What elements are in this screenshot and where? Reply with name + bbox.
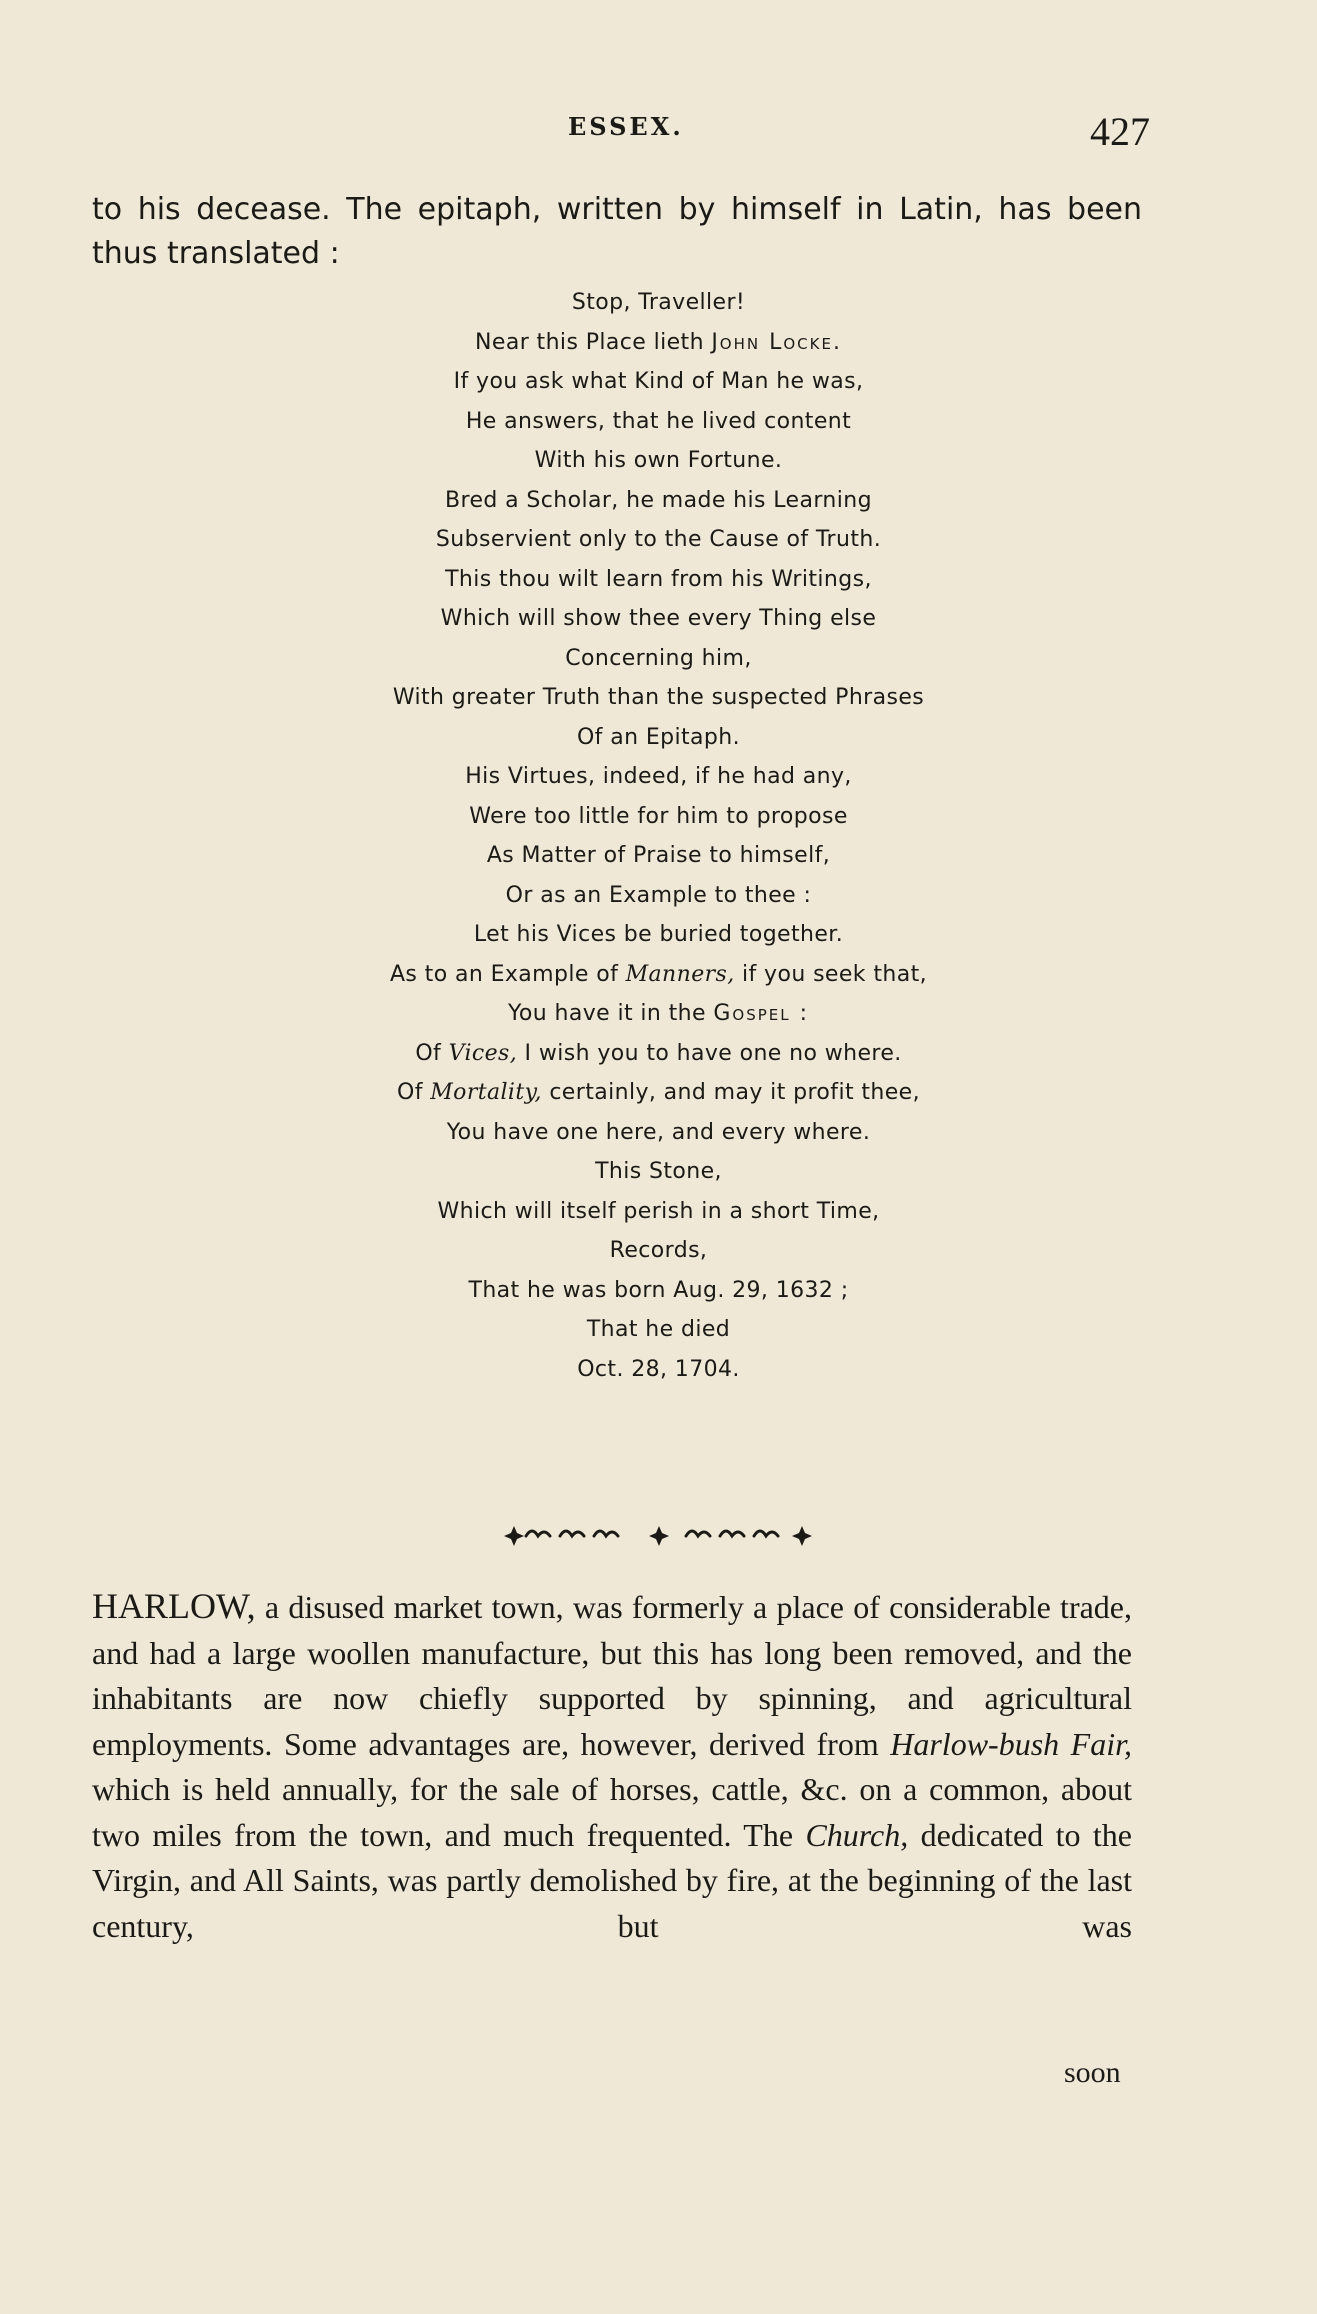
italic-harlow-bush-fair: Harlow-bush Fair, xyxy=(890,1725,1133,1762)
epitaph-line: As to an Example of Manners, if you seek that, xyxy=(389,961,928,987)
epitaph-line: This Stone, xyxy=(595,1159,722,1184)
epitaph-line: Which will itself perish in a short Time, xyxy=(437,1198,880,1224)
ornament-flourish-icon xyxy=(504,1518,814,1548)
epitaph-line: Were too little for him to propose xyxy=(469,803,848,829)
epitaph-line: That he was born Aug. 29, 1632 ; xyxy=(468,1277,849,1303)
page-number: 427 xyxy=(1090,109,1150,154)
epitaph-line: Of Vices, I wish you to have one no where. xyxy=(415,1040,902,1066)
epitaph-line: His Virtues, indeed, if he had any, xyxy=(465,764,852,789)
epitaph-line: With greater Truth than the suspected Phrases xyxy=(392,685,925,710)
ornament-divider xyxy=(0,1518,1317,1548)
epitaph-line: Let his Vices be buried together. xyxy=(473,922,844,947)
name-john-locke: John Locke. xyxy=(711,329,842,355)
epitaph-line: You have it in the Gospel : xyxy=(507,1001,810,1026)
epitaph-line: You have one here, and every where. xyxy=(446,1119,871,1145)
running-header xyxy=(0,109,1317,154)
epitaph-line: Oct. 28, 1704. xyxy=(577,1356,740,1382)
italic-vices: Vices, xyxy=(448,1040,518,1066)
italic-mortality: Mortality, xyxy=(430,1080,542,1105)
epitaph-line: Subservient only to the Cause of Truth. xyxy=(435,527,882,552)
harlow-heading: HARLOW, xyxy=(92,1586,256,1626)
epitaph-line: Of an Epitaph. xyxy=(576,724,741,750)
epitaph-line: Concerning him, xyxy=(565,645,752,671)
epitaph-line: This thou wilt learn from his Writings, xyxy=(445,566,872,592)
epitaph-line: Which will show thee every Thing else xyxy=(440,606,877,631)
epitaph-line: Stop, Traveller! xyxy=(571,290,746,315)
epitaph-line: If you ask what Kind of Man he was, xyxy=(453,369,864,394)
italic-church: Church, xyxy=(805,1816,909,1853)
word-gospel: Gospel : xyxy=(713,1001,810,1026)
epitaph-line: Bred a Scholar, he made his Learning xyxy=(444,487,872,513)
harlow-paragraph: HARLOW, a disused market town, was formerly a place of considerable trade, and had a large woollen manufacture, but this has long been removed, and the inhabitants are now chiefly supported by spinning, and agricultural employments. Some advantages are, however, derived from Harlow-bush Fair, which is held annually, for the sale of horses, cattle, &c. on a common, about two miles from the town, and much frequented. The Church, dedicated to the Virgin, and All Saints, was partly demolished by fire, at the beginning of the last century, but was xyxy=(92,1586,1133,1944)
epitaph-line: Near this Place lieth John Locke. xyxy=(475,329,842,355)
epitaph-line: Of Mortality, certainly, and may it profit thee, xyxy=(396,1080,921,1105)
epitaph-line: Records, xyxy=(609,1238,708,1263)
epitaph-line: He answers, that he lived content xyxy=(465,408,852,434)
italic-manners: Manners, xyxy=(625,961,735,987)
epitaph-line: Or as an Example to thee : xyxy=(505,882,812,908)
catchword: soon xyxy=(1064,2056,1121,2089)
county-heading: ESSEX. xyxy=(568,112,684,141)
epitaph-line: With his own Fortune. xyxy=(534,448,783,473)
epitaph-line: That he died xyxy=(586,1317,731,1342)
intro-paragraph: to his decease. The epitaph, written by himself in Latin, has been thus translated : xyxy=(92,192,1142,271)
epitaph-line: As Matter of Praise to himself, xyxy=(486,843,831,868)
